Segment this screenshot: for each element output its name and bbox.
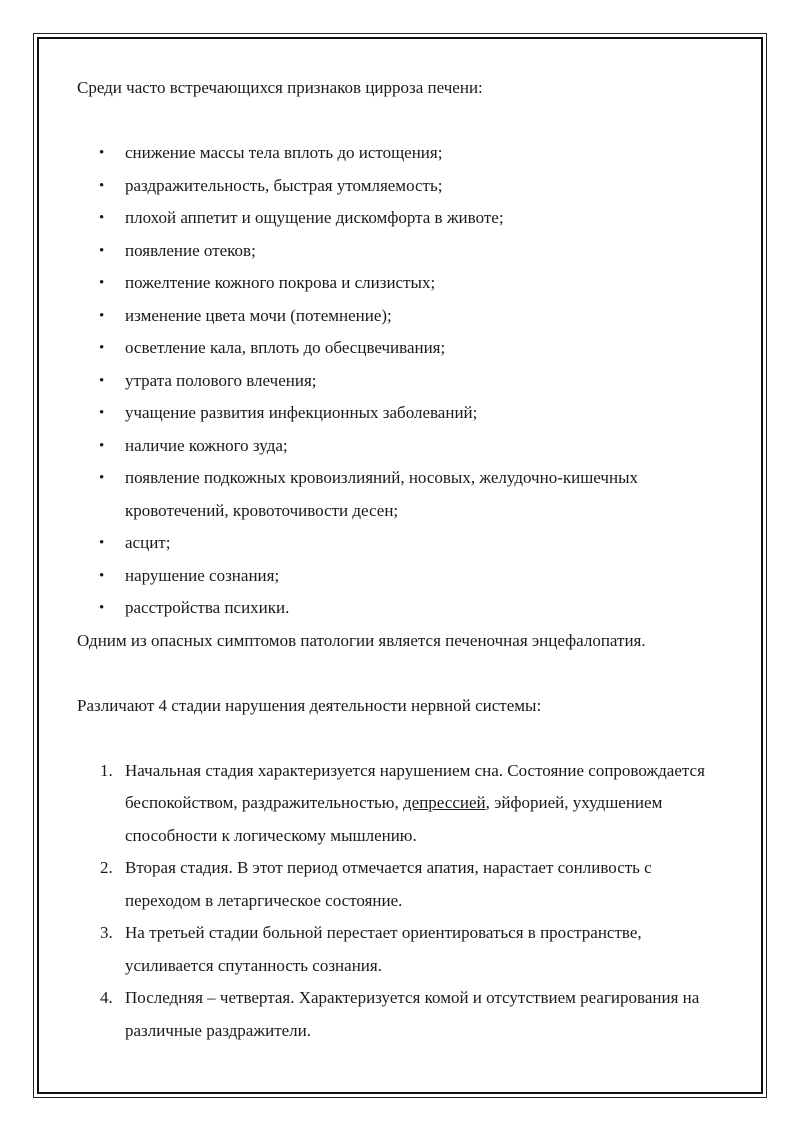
symptom-item: • наличие кожного зуда; xyxy=(77,430,727,463)
stage-text: На третьей стадии больной перестает ориентироваться в пространстве, усиливается спутанность сознания. xyxy=(125,923,642,975)
stage-text: Последняя – четвертая. Характеризуется комой и отсутствием реагирования на различные раздражители. xyxy=(125,988,700,1040)
stage-text: , эйфорией, ухудшением способности к логическому мышлению. xyxy=(125,793,663,845)
depression-link[interactable]: депрессией xyxy=(403,793,486,812)
stage-item-3 xyxy=(77,917,727,982)
stage-item-4 xyxy=(77,982,727,1047)
symptom-item: • асцит; xyxy=(77,527,727,560)
symptom-item: • плохой аппетит и ощущение дискомфорта в животе; xyxy=(77,202,727,235)
spacer xyxy=(77,105,727,138)
stage-item-1 xyxy=(77,755,727,853)
symptom-item: • раздражительность, быстрая утомляемость; xyxy=(77,170,727,203)
symptom-item: • утрата полового влечения; xyxy=(77,365,727,398)
symptom-item: • появление подкожных кровоизлияний, носовых, желудочно-кишечных кровотечений, кровоточивости десен; xyxy=(77,462,727,527)
stage-number: 4. xyxy=(100,988,113,1007)
symptom-item: • расстройства психики. xyxy=(77,592,727,625)
symptom-item: • осветление кала, вплоть до обесцвечивания; xyxy=(77,332,727,365)
symptom-item: • нарушение сознания; xyxy=(77,560,727,593)
symptom-item: • появление отеков; xyxy=(77,235,727,268)
spacer xyxy=(77,722,727,755)
symptom-list xyxy=(77,137,727,625)
stage-number: 2. xyxy=(100,858,113,877)
stage-number: 3. xyxy=(100,923,113,942)
stage-number: 1. xyxy=(100,760,113,780)
symptom-item: • учащение развития инфекционных заболеваний; xyxy=(77,397,727,430)
symptom-item: • снижение массы тела вплоть до истощения; xyxy=(77,137,727,170)
stage-list xyxy=(77,755,727,1048)
stage-text: Начальная стадия характеризуется нарушением сна. Состояние сопровождается беспокойством, раздражительностью, xyxy=(125,760,705,812)
symptom-item: • изменение цвета мочи (потемнение); xyxy=(77,300,727,333)
document-body xyxy=(77,72,727,1047)
danger-paragraph: Одним из опасных симптомов патологии является печеночная энцефалопатия. xyxy=(77,630,646,650)
stages-intro-paragraph: Различают 4 стадии нарушения деятельности нервной системы: xyxy=(77,695,542,715)
symptom-item: • пожелтение кожного покрова и слизистых; xyxy=(77,267,727,300)
stage-text: Вторая стадия. В этот период отмечается апатия, нарастает сонливость с переходом в летаргическое состояние. xyxy=(125,858,652,910)
stage-item-2 xyxy=(77,852,727,917)
intro-paragraph: Среди часто встречающихся признаков цирроза печени: xyxy=(77,78,483,97)
spacer xyxy=(77,657,727,690)
